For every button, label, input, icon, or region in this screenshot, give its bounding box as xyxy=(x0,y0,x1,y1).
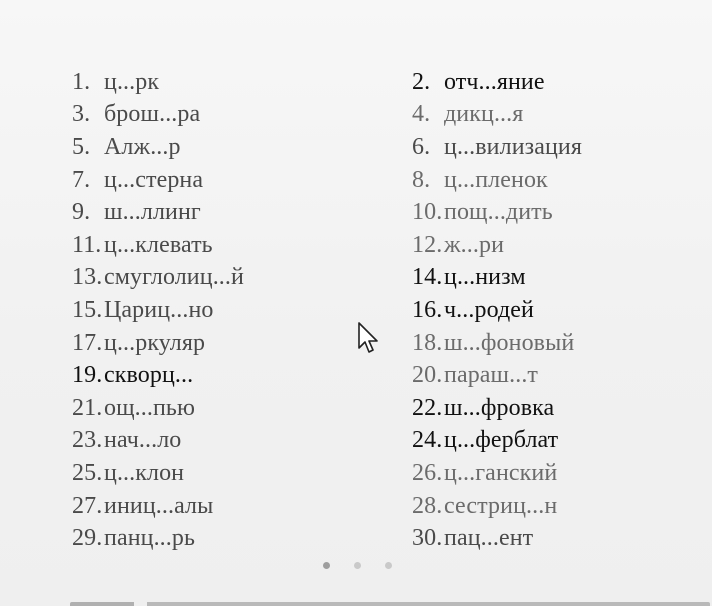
item-number: 24. xyxy=(412,427,443,454)
exercise-item xyxy=(72,425,244,458)
exercise-item xyxy=(72,99,244,132)
item-word: пощ...дить xyxy=(444,199,553,226)
exercise-item xyxy=(72,294,244,327)
item-word: скворц... xyxy=(104,362,194,389)
item-word: ш...фровка xyxy=(444,394,555,421)
item-number: 17. xyxy=(72,329,103,356)
exercise-item xyxy=(412,229,582,262)
exercise-item xyxy=(412,99,582,132)
next-paragraph-cutoff xyxy=(70,592,710,606)
pager-dot[interactable] xyxy=(323,562,330,569)
item-word: ж...ри xyxy=(444,231,505,258)
item-word: пац...ент xyxy=(444,525,534,552)
exercise-item xyxy=(72,164,244,197)
item-word: ц...низм xyxy=(444,264,526,291)
item-number: 15. xyxy=(72,296,103,323)
item-number: 12. xyxy=(412,231,443,258)
exercise-item xyxy=(412,359,582,392)
item-word: ш...фоновый xyxy=(444,329,575,356)
exercise-item xyxy=(72,490,244,523)
item-number: 6. xyxy=(412,133,431,160)
exercise-item xyxy=(72,229,244,262)
item-word: ц...ркуляр xyxy=(104,329,206,356)
exercise-item xyxy=(412,392,582,425)
mouse-pointer-icon xyxy=(357,322,379,354)
item-number: 28. xyxy=(412,492,443,519)
item-number: 1. xyxy=(72,68,91,95)
item-number: 5. xyxy=(72,133,91,160)
exercise-item xyxy=(72,131,244,164)
item-number: 9. xyxy=(72,199,91,226)
exercise-item xyxy=(72,262,244,295)
exercise-item xyxy=(72,522,244,555)
item-word: ц...рк xyxy=(104,68,160,95)
item-word: ц...ганский xyxy=(444,459,558,486)
exercise-item xyxy=(412,294,582,327)
item-word: ц...ферблат xyxy=(444,427,559,454)
pager-dot[interactable] xyxy=(354,562,361,569)
exercise-item xyxy=(72,327,244,360)
exercise-item xyxy=(412,457,582,490)
exercise-item xyxy=(72,196,244,229)
item-word: ч...родей xyxy=(444,296,534,323)
exercise-item xyxy=(412,327,582,360)
item-number: 8. xyxy=(412,166,431,193)
item-number: 22. xyxy=(412,394,443,421)
item-number: 3. xyxy=(72,101,91,128)
item-word: ц...клон xyxy=(104,459,185,486)
item-word: панц...рь xyxy=(104,525,196,552)
item-word: ц...стерна xyxy=(104,166,204,193)
item-number: 18. xyxy=(412,329,443,356)
item-word: нач...ло xyxy=(104,427,182,454)
item-number: 27. xyxy=(72,492,103,519)
right-column xyxy=(412,66,582,555)
exercise-item xyxy=(72,392,244,425)
item-number: 25. xyxy=(72,459,103,486)
exercise-item xyxy=(412,131,582,164)
item-number: 29. xyxy=(72,525,103,552)
item-number: 19. xyxy=(72,362,103,389)
item-number: 2. xyxy=(412,68,431,95)
pagination-dots xyxy=(323,562,392,569)
item-word: ц...пленок xyxy=(444,166,548,193)
item-word: Цариц...но xyxy=(104,296,214,323)
item-number: 10. xyxy=(412,199,443,226)
item-word: смуглолиц...й xyxy=(104,264,244,291)
item-word: отч...яние xyxy=(444,68,545,95)
item-word: сестриц...н xyxy=(444,492,558,519)
exercise-item xyxy=(72,359,244,392)
exercise-item xyxy=(412,262,582,295)
exercise-item xyxy=(72,457,244,490)
item-word: Алж...р xyxy=(104,133,181,160)
exercise-item xyxy=(412,490,582,523)
item-number: 20. xyxy=(412,362,443,389)
item-word: иниц...алы xyxy=(104,492,214,519)
item-word: ц...клевать xyxy=(104,231,213,258)
item-number: 23. xyxy=(72,427,103,454)
item-number: 11. xyxy=(72,231,102,258)
item-word: брош...ра xyxy=(104,101,201,128)
pager-dot[interactable] xyxy=(385,562,392,569)
item-word: ощ...пью xyxy=(104,394,195,421)
item-number: 14. xyxy=(412,264,443,291)
item-word: ш...ллинг xyxy=(104,199,201,226)
item-word: дикц...я xyxy=(444,101,524,128)
item-number: 21. xyxy=(72,394,103,421)
exercise-item xyxy=(412,196,582,229)
exercise-item xyxy=(412,164,582,197)
left-column xyxy=(72,66,244,555)
exercise-item xyxy=(412,425,582,458)
exercise-item xyxy=(72,66,244,99)
item-number: 13. xyxy=(72,264,103,291)
exercise-item xyxy=(412,522,582,555)
exercise-item xyxy=(412,66,582,99)
item-word: ц...вилизация xyxy=(444,133,582,160)
item-number: 7. xyxy=(72,166,91,193)
item-number: 30. xyxy=(412,525,443,552)
item-number: 16. xyxy=(412,296,443,323)
item-number: 4. xyxy=(412,101,431,128)
item-number: 26. xyxy=(412,459,443,486)
item-word: параш...т xyxy=(444,362,539,389)
